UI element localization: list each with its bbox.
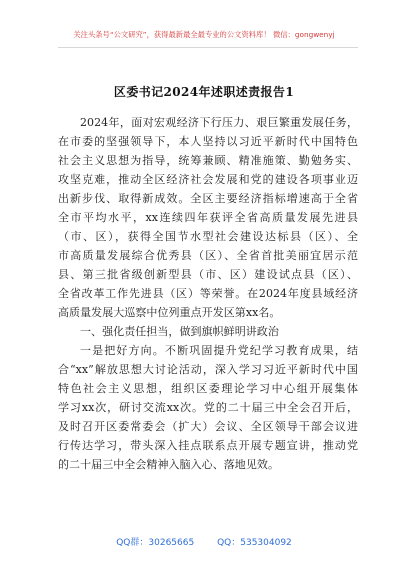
document-title: 区委书记2024年述职述责报告1 [113, 85, 295, 99]
paragraph-line: 全省改革工作先进县（区）等荣誉。在2024年度县域经济 [58, 287, 358, 300]
qq-group-number: QQ群：30265665 [116, 538, 195, 548]
paragraph-line: 高质量发展大巡察中位列重点开发区第xx名。 [58, 306, 281, 319]
document-body [58, 113, 358, 474]
paragraph-line: 合“xx”解放思想大讨论活动，深入学习习近平新时代中国 [58, 363, 358, 376]
paragraph-line: 出新步伐、取得新成效。全区主要经济指标增速高于全省 [58, 192, 358, 205]
paragraph-line: （市、区），获得全国节水型社会建设达标县（区）、全 [58, 230, 358, 243]
paragraph-line: 社会主义思想为指导，统筹兼顾、精准施策、勤勉务实、 [58, 154, 358, 167]
qq-number: QQ：535304092 [217, 538, 292, 548]
paragraph-line: 学习xx次，研讨交流xx次。党的二十届三中全会召开后， [58, 401, 358, 414]
paragraph-line: 2024年，面对宏观经济下行压力、艰巨繁重发展任务， [80, 116, 358, 129]
paragraph-line: 市高质量发展综合优秀县（区）、全省首批美丽宜居示范 [58, 249, 358, 262]
paragraph-line: 全市平均水平，xx连续四年获评全省高质量发展先进县 [58, 211, 358, 224]
paragraph-line: 在市委的坚强领导下，本人坚持以习近平新时代中国特色 [58, 135, 358, 148]
section-heading: 一、强化责任担当，做到旗帜鲜明讲政治 [80, 325, 279, 338]
paragraph-line: 行传达学习，带头深入挂点联系点开展专题宣讲，推动党 [58, 439, 358, 452]
paragraph-line: 及时召开区委常委会（扩大）会议、全区领导干部会议进 [58, 420, 358, 433]
paragraph-line: 县、第三批省级创新型县（市、区）建设试点县（区）、 [58, 268, 358, 281]
paragraph-line: 一是把好方向。不断巩固提升党纪学习教育成果，结 [80, 344, 358, 357]
paragraph-line: 特色社会主义思想，组织区委理论学习中心组开展集体 [58, 382, 358, 395]
contact-footer [0, 535, 408, 548]
paragraph-line: 攻坚克难，推动全区经济社会发展和党的建设各项事业迈 [58, 173, 358, 186]
paragraph-line: 的二十届三中全会精神入脑入心、落地见效。 [58, 458, 279, 471]
header-divider [58, 47, 358, 48]
promo-banner: 关注头条号“公文研究”，获得最新最全最专业的公文资料库！ 微信：gongwenyj [73, 30, 335, 39]
